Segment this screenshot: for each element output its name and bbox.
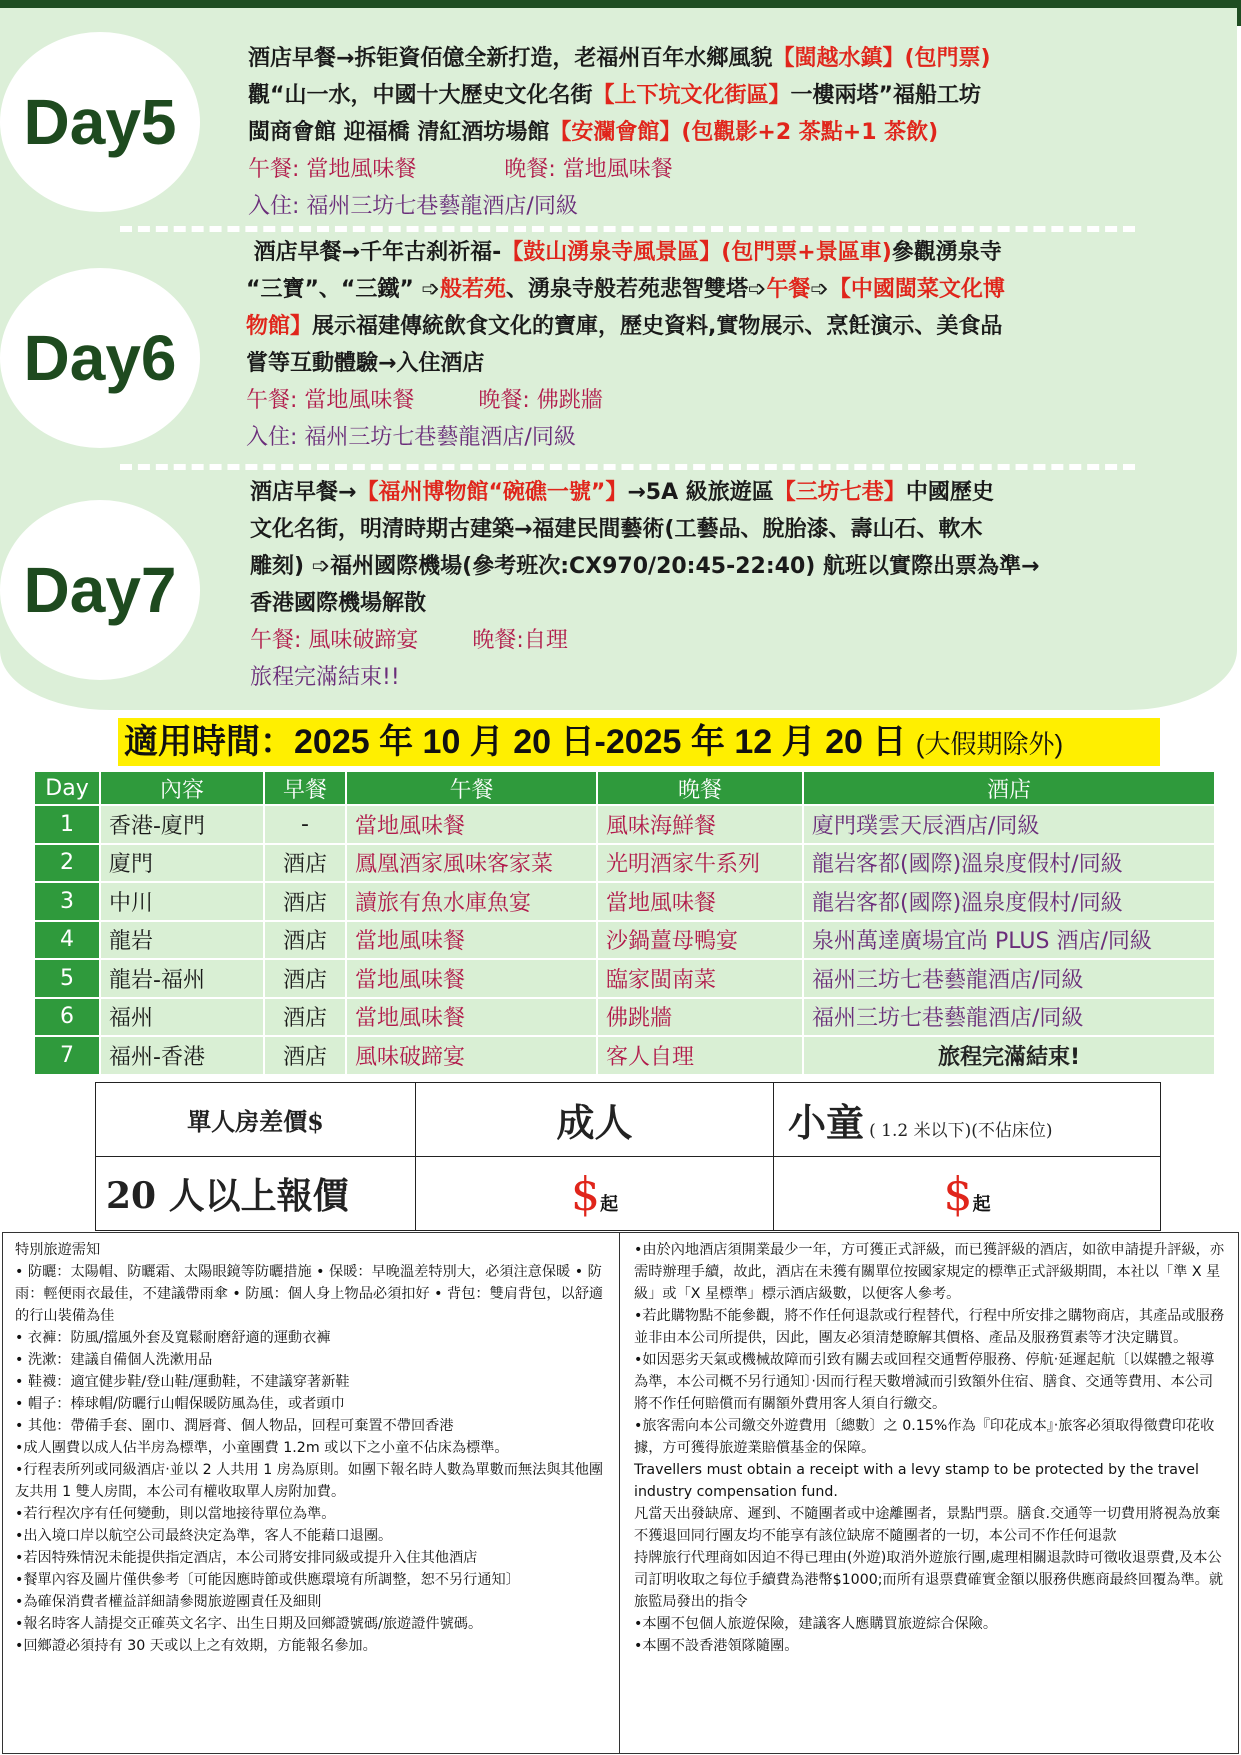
row-content: 香港-廈門 — [100, 805, 264, 844]
row-day: 1 — [34, 805, 100, 844]
table-row — [34, 805, 1215, 844]
travel-notes — [2, 1232, 1239, 1754]
day5-line2: 觀“山一水，中國十大歷史文化名街 — [248, 83, 593, 108]
row-day: 6 — [34, 998, 100, 1037]
table-row — [34, 844, 1215, 883]
adult-price-suffix: 起 — [600, 1193, 619, 1215]
note-item: • 帽子：棒球帽/防曬行山帽保暖防風為佳，或者頭巾 — [15, 1396, 345, 1412]
day6-line2-mid: 、湧泉寺般若苑悲智雙塔➩ — [505, 277, 767, 302]
note-item: •為確保消費者權益詳細請參閱旅遊團責任及細則 — [15, 1594, 322, 1610]
schedule-table — [33, 770, 1216, 1076]
row-day: 5 — [34, 959, 100, 998]
day6-highlight-museum-a: 【中國閩菜文化博 — [828, 277, 1005, 302]
note-item: •回鄉證必須持有 30 天或以上之有效期，方能報名參加。 — [15, 1638, 377, 1654]
day6-label: Day6 — [23, 322, 177, 394]
day6-line3: 展示福建傳統飲食文化的寶庫，歷史資料,實物展示、烹飪演示、美食品 — [312, 314, 1003, 339]
row-breakfast: 酒店 — [264, 959, 346, 998]
row-breakfast: 酒店 — [264, 998, 346, 1037]
note-item: 凡當天出發缺席、遲到、不隨團者或中途離團者，景點門票。膳食.交通等一切費用將視為放棄不獲退回同行團友均不能享有該位缺席不隨團者的一切，本公司不作任何退款 — [634, 1506, 1221, 1544]
row-hotel: 福州三坊七巷藝龍酒店/同級 — [803, 959, 1215, 998]
price-table — [95, 1082, 1161, 1231]
row-hotel: 龍岩客都(國際)溫泉度假村/同級 — [803, 844, 1215, 883]
day7-highlight-museum: 【福州博物館“碗礁一號”】 — [356, 480, 628, 505]
validity-dates: 適用時間：2025 年 10 月 20 日-2025 年 12 月 20 日 — [124, 723, 907, 761]
adult-price-cell — [416, 1157, 774, 1231]
day7-lunch: 午餐: 風味破蹄宴 — [250, 628, 419, 653]
row-lunch: 風味破蹄宴 — [346, 1036, 597, 1075]
note-item: •餐單內容及圖片僅供參考〔可能因應時節或供應環境有所調整，恕不另行通知〕 — [15, 1572, 520, 1588]
row-hotel: 龍岩客都(國際)溫泉度假村/同級 — [803, 882, 1215, 921]
day7-badge — [0, 500, 200, 680]
header-day: Day — [34, 771, 100, 805]
group-price-label: 20 人以上報價 — [96, 1157, 416, 1231]
day5-badge — [0, 32, 200, 212]
child-price-cell — [774, 1157, 1161, 1231]
note-item: •本團不包個人旅遊保險，建議客人應購買旅遊綜合保險。 — [634, 1616, 998, 1632]
row-breakfast: 酒店 — [264, 882, 346, 921]
day6-dinner: 晚餐: 佛跳牆 — [478, 388, 603, 413]
day5-stay: 入住: 福州三坊七巷藝龍酒店/同級 — [248, 194, 578, 219]
adult-label: 成人 — [416, 1083, 774, 1157]
note-item: •報名時客人請提交正確英文名字、出生日期及回鄉證號碼/旅遊證件號碼。 — [15, 1616, 483, 1632]
table-row — [34, 959, 1215, 998]
row-lunch: 當地風味餐 — [346, 805, 597, 844]
row-content: 龍岩-福州 — [100, 959, 264, 998]
row-content: 福州-香港 — [100, 1036, 264, 1075]
row-dinner: 客人自理 — [597, 1036, 803, 1075]
row-content: 中川 — [100, 882, 264, 921]
single-supplement-label: 單人房差價$ — [96, 1083, 416, 1157]
day5-details — [248, 40, 1208, 225]
note-item: • 洗漱：建議自備個人洗漱用品 — [15, 1352, 213, 1368]
day6-line1: 酒店早餐→千年古刹祈福- — [253, 240, 502, 265]
row-lunch: 鳳凰酒家風味客家菜 — [346, 844, 597, 883]
note-item: •若因特殊情況未能提供指定酒店，本公司將安排同級或提升入住其他酒店 — [15, 1550, 478, 1566]
note-item: • 其他：帶備手套、圍巾、潤唇膏、個人物品，回程可棄置不帶回香港 — [15, 1418, 454, 1434]
row-lunch: 當地風味餐 — [346, 998, 597, 1037]
note-item: •成人團費以成人佔半房為標準，小童團費 1.2m 或以下之小童不佔床為標準。 — [15, 1440, 509, 1456]
price-value-row — [96, 1157, 1161, 1231]
row-content: 福州 — [100, 998, 264, 1037]
note-item: •出入境口岸以航空公司最終決定為準，客人不能藉口退團。 — [15, 1528, 393, 1544]
day5-line3: 閩商會館 迎福橋 清紅酒坊場館 — [248, 120, 550, 145]
row-day: 7 — [34, 1036, 100, 1075]
adult-price-symbol: $ — [570, 1166, 601, 1221]
row-dinner: 佛跳牆 — [597, 998, 803, 1037]
row-lunch: 讀旅有魚水庫魚宴 — [346, 882, 597, 921]
day6-details — [246, 234, 1206, 456]
day7-end: 旅程完滿結束!! — [250, 665, 400, 690]
header-lunch: 午餐 — [346, 771, 597, 805]
table-row — [34, 882, 1215, 921]
table-row — [34, 1036, 1215, 1075]
divider-day6-day7 — [120, 464, 1135, 470]
child-label: 小童 — [788, 1100, 865, 1145]
note-item: •若行程次序有任何變動，則以當地接待單位為準。 — [15, 1506, 336, 1522]
validity-period — [118, 718, 1160, 766]
day5-highlight-shangxiakeng: 【上下坑文化街區】 — [592, 83, 791, 108]
row-hotel: 泉州萬達廣場宜尚 PLUS 酒店/同級 — [803, 921, 1215, 960]
table-row — [34, 998, 1215, 1037]
note-item: • 防曬：太陽帽、防曬霜、太陽眼鏡等防曬措施 • 保暖：早晚溫差特別大，必須注意保暖 • 防雨：輕便雨衣最佳，不建議帶雨傘 • 防風：個人身上物品必須扣好 • 背包：雙肩背包，以舒適的行山裝備為佳 — [15, 1264, 604, 1324]
day7-dinner: 晚餐:自理 — [472, 628, 568, 653]
child-label-cell — [774, 1083, 1161, 1157]
day6-stay: 入住: 福州三坊七巷藝龍酒店/同級 — [246, 425, 576, 450]
day6-lunch: 午餐: 當地風味餐 — [246, 388, 415, 413]
note-title: 特別旅遊需知 — [15, 1242, 101, 1258]
child-price-suffix: 起 — [972, 1193, 991, 1215]
day7-line4: 香港國際機場解散 — [250, 591, 427, 616]
day5-line1: 酒店早餐→拆钜資佰億全新打造，老福州百年水鄉風貌 — [248, 46, 773, 71]
row-breakfast: - — [264, 805, 346, 844]
note-item: • 鞋襪：適宜健步鞋/登山鞋/運動鞋，不建議穿著新鞋 — [15, 1374, 350, 1390]
header-content: 內容 — [100, 771, 264, 805]
day7-line1-mid: →5A 級旅遊區 — [627, 480, 774, 505]
row-lunch: 當地風味餐 — [346, 959, 597, 998]
note-item: •旅客需向本公司繳交外遊費用〔總數〕之 0.15%作為『印花成本』‧旅客必須取得徵費印花收據，方可獲得旅遊業賠償基金的保障。 — [634, 1418, 1215, 1456]
day7-line3: 雕刻) ➩福州國際機場(參考班次:CX970/20:45-22:40) 航班以實際出票為準→ — [250, 554, 1040, 579]
row-day: 3 — [34, 882, 100, 921]
row-breakfast: 酒店 — [264, 921, 346, 960]
table-row — [34, 921, 1215, 960]
day5-highlight-anlan: 【安瀾會館】(包觀影+2 茶點+1 茶飲) — [549, 120, 939, 145]
itinerary-panel — [0, 8, 1237, 710]
day6-highlight-gushan: 【鼓山湧泉寺風景區】(包門票+景區車) — [501, 240, 892, 265]
price-header-row — [96, 1083, 1161, 1157]
day5-dinner: 晚餐: 當地風味餐 — [504, 157, 673, 182]
row-breakfast: 酒店 — [264, 1036, 346, 1075]
header-dinner: 晚餐 — [597, 771, 803, 805]
note-item: 持牌旅行代理商如因迫不得已理由(外遊)取消外遊旅行團,處理相關退款時可徵收退票費,及本公司訂明收取之每位手續費為港幣$1000;而所有退票費確實金額以服務供應商最終回覆為準。就旅監局發出的指令 — [634, 1550, 1224, 1610]
day6-line2: “三寶”、“三鐵” ➩ — [246, 277, 440, 302]
row-dinner: 臨家閩南菜 — [597, 959, 803, 998]
day5-lunch: 午餐: 當地風味餐 — [248, 157, 417, 182]
child-note: ( 1.2 米以下)(不佔床位) — [869, 1121, 1053, 1141]
day6-highlight-lunch: 午餐 — [766, 277, 811, 302]
day7-label: Day7 — [23, 554, 177, 626]
day7-details — [250, 474, 1210, 696]
notes-left-column — [3, 1233, 620, 1753]
header-breakfast: 早餐 — [264, 771, 346, 805]
notes-right-column — [620, 1233, 1238, 1753]
day6-arrow: ➩ — [810, 277, 829, 302]
header-hotel: 酒店 — [803, 771, 1215, 805]
row-dinner: 風味海鮮餐 — [597, 805, 803, 844]
note-item: •本團不設香港領隊隨團。 — [634, 1638, 799, 1654]
validity-note: (大假期除外) — [915, 729, 1064, 759]
row-dinner: 當地風味餐 — [597, 882, 803, 921]
note-item: •如因惡劣天氣或機械故障而引致有關去或回程交通暫停服務、停航‧延遲起航〔以媒體之報導為準，本公司概不另行通知〕‧因而行程天數增減而引致額外住宿、膳食、交通等費用、本公司將不作任何賠償而有關額外費用客人須自行繳交。 — [634, 1352, 1215, 1412]
row-day: 2 — [34, 844, 100, 883]
day7-highlight-sanfang: 【三坊七巷】 — [773, 480, 906, 505]
note-item: •行程表所列或同級酒店‧並以 2 人共用 1 房為原則。如團下報名時人數為單數而無法與其他團友共用 1 雙人房間，本公司有權收取單人房附加費。 — [15, 1462, 604, 1500]
row-day: 4 — [34, 921, 100, 960]
row-content: 龍岩 — [100, 921, 264, 960]
day7-line1-tail: 中國歷史 — [905, 480, 994, 505]
day5-line2-tail: 一樓兩塔”福船工坊 — [790, 83, 981, 108]
row-content: 廈門 — [100, 844, 264, 883]
day7-line2: 文化名街，明清時期古建築→福建民間藝術(工藝品、脫胎漆、壽山石、軟木 — [250, 517, 983, 542]
day6-badge — [0, 268, 200, 448]
day6-highlight-museum-b: 物館】 — [246, 314, 313, 339]
day6-line1-tail: 參觀湧泉寺 — [891, 240, 1002, 265]
note-item: •若此購物點不能參觀，將不作任何退款或行程替代，行程中所安排之購物商店，其產品或服務並非由本公司所提供，因此，團友必須清楚瞭解其價格、產品及服務質素等才決定購買。 — [634, 1308, 1225, 1346]
day5-highlight-minyue: 【閩越水鎮】(包門票) — [772, 46, 991, 71]
note-item: Travellers must obtain a receipt with a levy stamp to be protected by the travel industry compensation fund. — [634, 1462, 1199, 1500]
child-price-symbol: $ — [943, 1166, 973, 1221]
row-lunch: 當地風味餐 — [346, 921, 597, 960]
row-hotel: 旅程完滿結束! — [803, 1036, 1215, 1075]
note-item: •由於內地酒店須開業最少一年，方可獲正式評級，而已獲評級的酒店，如欲申請提升評級，亦需時辦理手續，故此，酒店在未獲有關單位按國家規定的標準正式評級期間，本社以「準 X 星級」或「X 星標準」標示酒店級數，以便客人參考。 — [634, 1242, 1225, 1302]
day6-highlight-boreyuan: 般若苑 — [439, 277, 506, 302]
row-breakfast: 酒店 — [264, 844, 346, 883]
row-hotel: 福州三坊七巷藝龍酒店/同級 — [803, 998, 1215, 1037]
day6-line4: 嘗等互動體驗→入住酒店 — [246, 351, 485, 376]
divider-day5-day6 — [120, 226, 1135, 232]
row-dinner: 光明酒家牛系列 — [597, 844, 803, 883]
note-item: • 衣褲：防風/擋風外套及寬鬆耐磨舒適的運動衣褲 — [15, 1330, 331, 1346]
day7-line1: 酒店早餐→ — [250, 480, 357, 505]
row-dinner: 沙鍋薑母鴨宴 — [597, 921, 803, 960]
row-hotel: 廈門璞雲天辰酒店/同級 — [803, 805, 1215, 844]
day5-label: Day5 — [23, 86, 177, 158]
schedule-header-row — [34, 771, 1215, 805]
